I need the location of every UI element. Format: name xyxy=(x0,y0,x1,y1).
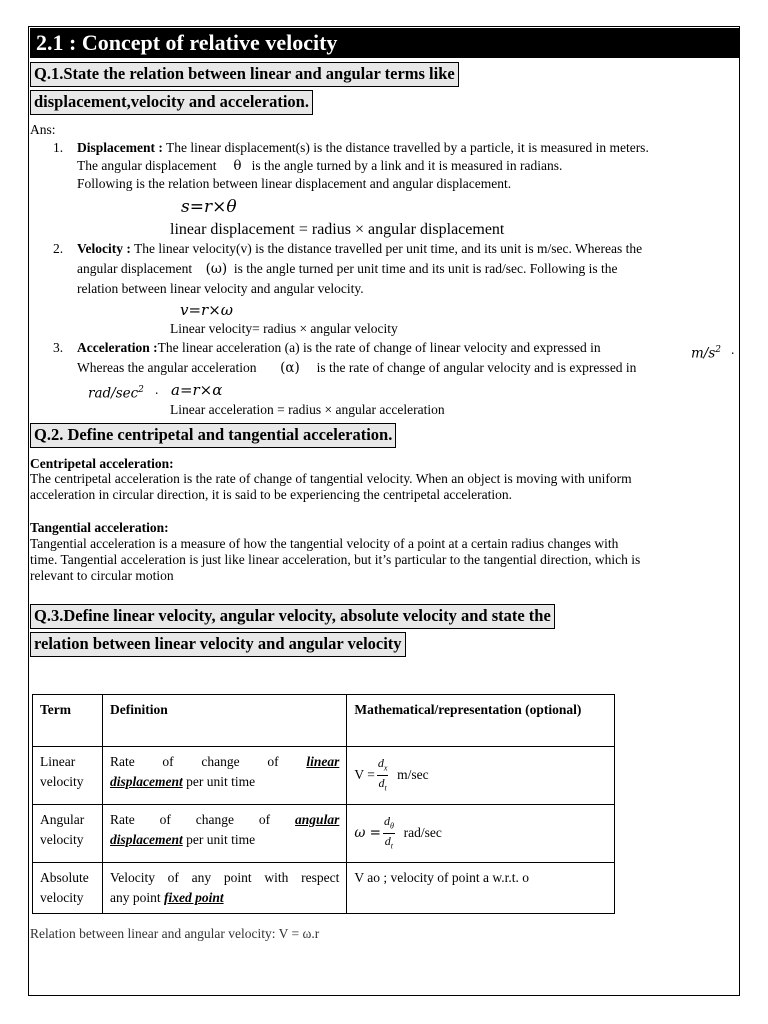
item-text: The angular displacement xyxy=(77,158,217,173)
unit-text: m/s xyxy=(691,345,716,362)
item-text: is the angle turned by a link and it is measured in radians. xyxy=(251,158,563,173)
definition-text: any point xyxy=(109,890,161,905)
item-text: The linear displacement(s) is the distance travelled by a particle, it is measured in meters. xyxy=(162,140,649,155)
definition-text: Rate of change of xyxy=(109,812,271,827)
unit-exponent: 2 xyxy=(715,345,722,355)
unit-exponent: 2 xyxy=(138,385,144,395)
table-row xyxy=(33,805,615,863)
q2-heading: Q.2. Define centripetal and tangential acceleration. xyxy=(30,423,396,448)
displacement-line2 xyxy=(77,157,562,175)
acceleration-relation: Linear acceleration = radius × angular acceleration xyxy=(170,402,445,417)
definition-cell xyxy=(102,863,346,914)
item-text: Whereas the angular acceleration xyxy=(77,360,257,375)
acceleration-dot-2: . xyxy=(155,382,159,397)
unit-text: rad/sec xyxy=(88,385,139,402)
item-text: is the rate of change of angular velocity and is expressed in xyxy=(316,360,637,375)
displacement-line1 xyxy=(77,139,649,157)
definition-text: per unit time xyxy=(182,832,256,847)
definition-cell xyxy=(102,747,346,805)
tangential-text-line3: relevant to circular motion xyxy=(30,568,174,583)
item-label: Acceleration : xyxy=(77,340,158,355)
term-cell: Angular velocity xyxy=(33,805,103,863)
item-text: angular displacement xyxy=(77,261,193,276)
item-number: 1. xyxy=(53,140,64,155)
item-text: is the angle turned per unit time and its unit is rad/sec. Following is the xyxy=(233,261,618,276)
numerator-sub: θ xyxy=(389,821,394,830)
acceleration-formula: a=r×α xyxy=(171,381,223,399)
header-math: Mathematical/representation (optional) xyxy=(347,695,615,747)
denominator: d xyxy=(378,776,385,790)
velocity-line2 xyxy=(77,260,617,278)
unit: m/sec xyxy=(397,766,429,782)
velocity-formula: v=r×ω xyxy=(180,301,234,319)
numerator: d xyxy=(383,813,390,828)
velocity-line3: relation between linear velocity and angular velocity. xyxy=(77,281,364,296)
numerator: d xyxy=(377,755,384,770)
definition-text: per unit time xyxy=(182,774,256,789)
table-header-row xyxy=(33,695,615,747)
definition-cell xyxy=(102,805,346,863)
definition-emphasis: displacement xyxy=(109,774,183,789)
q1-heading-line1: Q.1.State the relation between linear and angular terms like xyxy=(30,62,459,87)
math-cell: V ao ; velocity of point a w.r.t. o xyxy=(347,863,615,914)
item-number: 3. xyxy=(53,340,64,355)
tangential-title: Tangential acceleration: xyxy=(30,520,169,535)
denominator-sub: t xyxy=(390,841,394,851)
footer-relation: Relation between linear and angular velocity: V = ω.r xyxy=(30,926,320,941)
velocity-line1 xyxy=(77,240,642,258)
definition-text: Velocity of any point with respect xyxy=(109,870,340,885)
displacement-line3: Following is the relation between linear displacement and angular displacement. xyxy=(77,176,512,191)
item-label: Displacement : xyxy=(77,140,163,155)
displacement-formula: s=r×θ xyxy=(181,197,237,217)
velocity-relation: Linear velocity= radius × angular velocity xyxy=(170,321,398,336)
omega-symbol: (ω) xyxy=(205,261,228,277)
numerator-sub: x xyxy=(383,763,388,772)
definition-emphasis: fixed point xyxy=(163,890,224,905)
math-cell xyxy=(347,805,615,863)
math-lhs: V = xyxy=(354,766,375,782)
velocity-definitions-table xyxy=(32,694,615,914)
definition-text: Rate of change of xyxy=(109,754,279,769)
definition-emphasis: displacement xyxy=(109,832,183,847)
term-cell: Absolute velocity xyxy=(33,863,103,914)
q1-heading-line2: displacement,velocity and acceleration. xyxy=(30,90,313,115)
acceleration-line1 xyxy=(77,339,601,357)
q3-heading-line2: relation between linear velocity and angular velocity xyxy=(30,632,406,657)
math-lhs: ω = xyxy=(354,824,381,841)
term-cell: Linear velocity xyxy=(33,747,103,805)
q3-heading-line1: Q.3.Define linear velocity, angular velocity, absolute velocity and state the xyxy=(30,604,555,629)
fraction xyxy=(377,756,389,796)
acceleration-dot: . xyxy=(731,342,735,357)
centripetal-title: Centripetal acceleration: xyxy=(30,456,174,471)
acceleration-line2 xyxy=(77,359,636,377)
acceleration-unit-ms2 xyxy=(691,341,721,363)
centripetal-text-line2: acceleration in circular direction, it is said to be experiencing the centripetal acceleration. xyxy=(30,487,513,502)
header-term: Term xyxy=(33,695,103,747)
definition-emphasis: angular xyxy=(295,812,340,827)
tangential-text-line2: time. Tangential acceleration is just like linear acceleration, but it’s particular to the tangential direction, which is xyxy=(30,552,641,567)
denominator: d xyxy=(384,834,391,848)
table-row xyxy=(33,863,615,914)
item-text: The linear acceleration (a) is the rate of change of linear velocity and expressed in xyxy=(157,340,601,355)
unit: rad/sec xyxy=(403,824,442,840)
denominator-sub: t xyxy=(384,783,387,793)
header-definition: Definition xyxy=(102,695,346,747)
definition-emphasis: linear xyxy=(306,754,340,769)
item-text: The linear velocity(v) is the distance travelled per unit time, and its unit is m/sec. Whereas the xyxy=(130,241,643,256)
table-row xyxy=(33,747,615,805)
centripetal-text-line1: The centripetal acceleration is the rate of change of tangential velocity. When an object is moving with uniform xyxy=(30,471,632,486)
acceleration-unit-rad xyxy=(88,381,144,403)
item-label: Velocity : xyxy=(77,241,131,256)
fraction xyxy=(383,814,395,854)
alpha-symbol: (α) xyxy=(280,360,300,376)
theta-symbol: θ xyxy=(233,158,242,174)
answer-label: Ans: xyxy=(30,122,56,137)
tangential-text-line1: Tangential acceleration is a measure of how the tangential velocity of a point at a certain radius changes with xyxy=(30,536,619,551)
math-cell xyxy=(347,747,615,805)
displacement-relation: linear displacement = radius × angular displacement xyxy=(170,221,505,238)
section-title: 2.1 : Concept of relative velocity xyxy=(30,28,739,58)
item-number: 2. xyxy=(53,241,64,256)
